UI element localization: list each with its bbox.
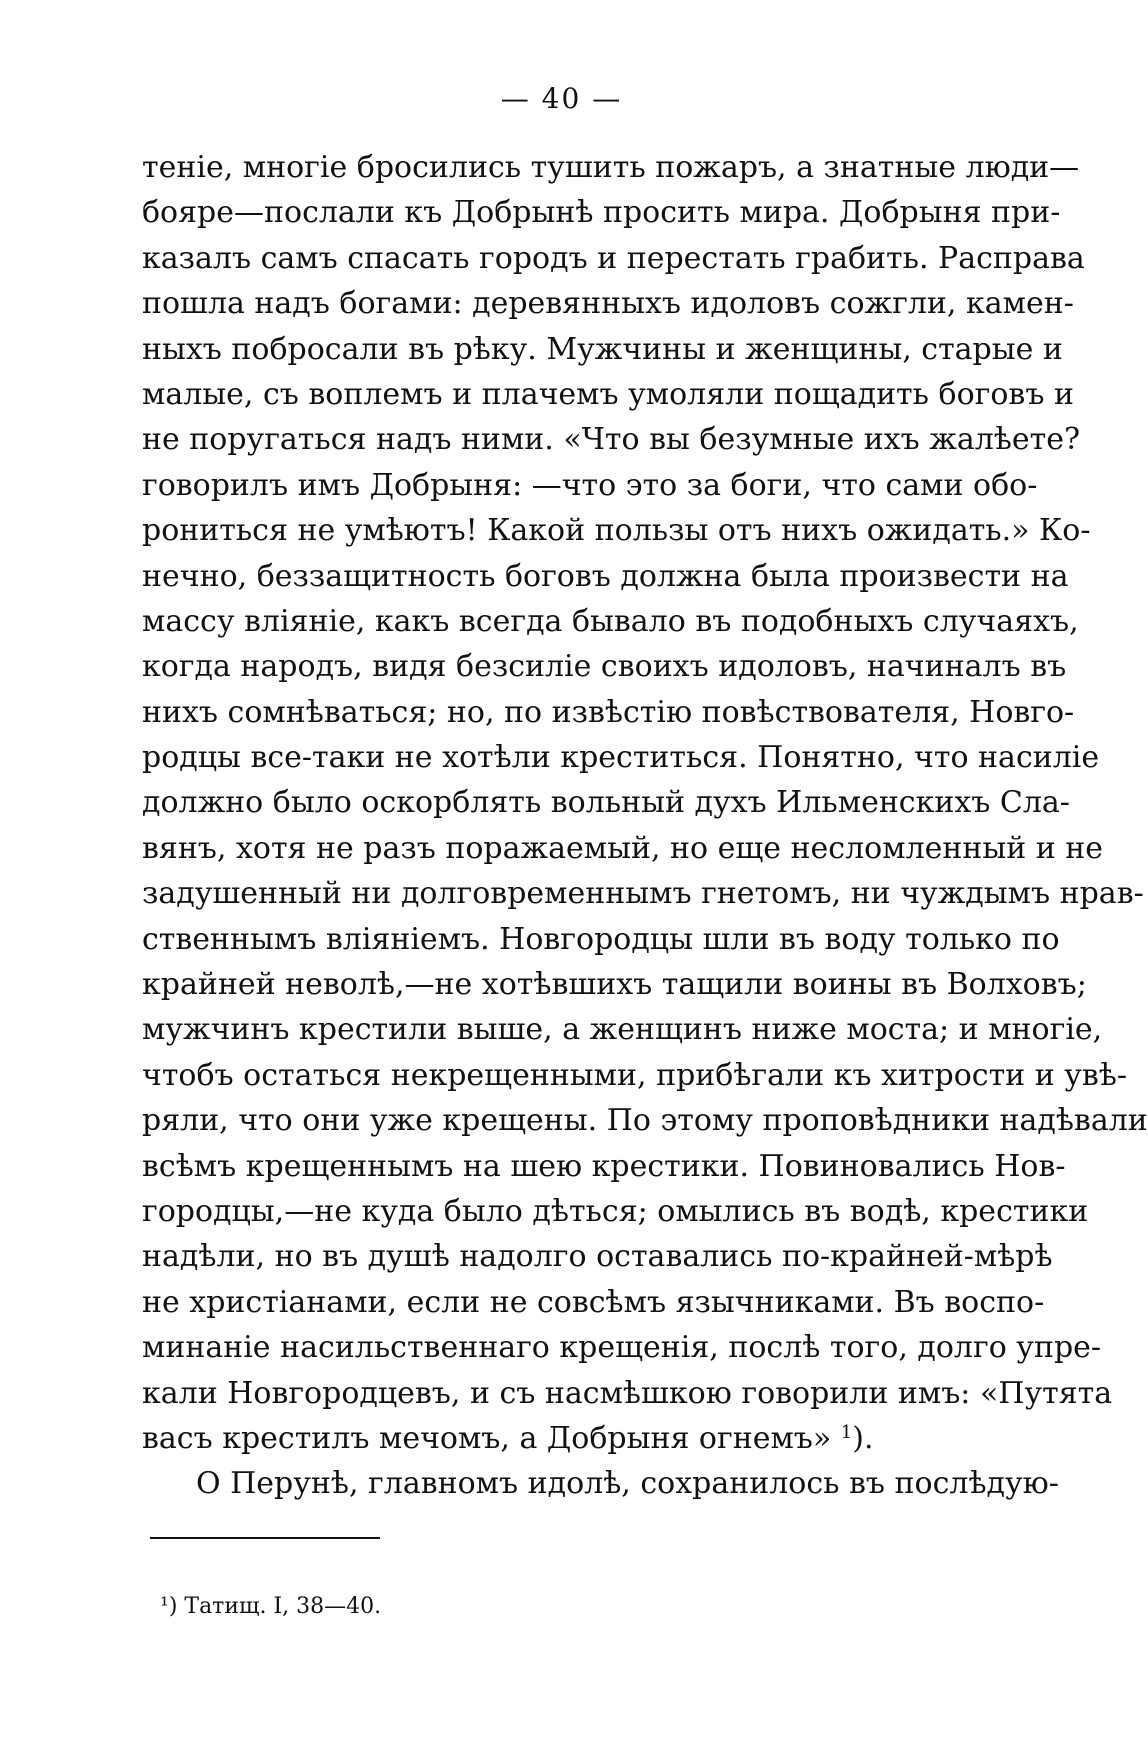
text-line: ряли, что они уже крещены. По этому проповѣдники надѣвали — [142, 1103, 1148, 1139]
line-text: васъ крестилъ мечомъ, а Добрыня огнемъ» — [142, 1420, 832, 1456]
paragraph-first-line: О Перунѣ, главномъ идолѣ, сохранилось въ послѣдую- — [196, 1466, 1059, 1502]
text-line: бояре—послали къ Добрынѣ просить мира. Добрыня при- — [142, 195, 1061, 231]
text-line-with-footnote-ref — [142, 1416, 984, 1461]
text-line: кали Новгородцевъ, и съ насмѣшкою говорили имъ: «Путята — [142, 1375, 1113, 1411]
line-tail: ). — [852, 1420, 874, 1456]
text-line: крайней неволѣ,—не хотѣвшихъ тащили воины въ Волховъ; — [142, 967, 1087, 1003]
text-line: должно было оскорблять вольный духъ Ильменскихъ Сла- — [142, 785, 1070, 821]
text-line: пошла надъ богами: деревянныхъ идоловъ сожгли, камен- — [142, 286, 1074, 322]
text-line: когда народъ, видя безсиліе своихъ идоловъ, начиналъ въ — [142, 649, 1067, 685]
text-line: говорилъ имъ Добрыня: —что это за боги, что сами обо- — [142, 467, 1038, 503]
text-line: надѣли, но въ душѣ надолго оставались по-крайней-мѣрѣ — [142, 1239, 1053, 1275]
text-line: ственнымъ вліяніемъ. Новгородцы шли въ воду только по — [142, 921, 1060, 957]
text-line: нихъ сомнѣваться; но, по извѣстію повѣствователя, Новго- — [142, 694, 1075, 730]
text-line: теніе, многіе бросились тушить пожаръ, а знатные люди— — [142, 150, 1080, 185]
text-line: чтобъ остаться некрещенными, прибѣгали къ хитрости и увѣ- — [142, 1057, 1128, 1093]
text-line: не христіанами, если не совсѣмъ язычниками. Въ воспо- — [142, 1284, 1045, 1320]
text-line: казалъ самъ спасать городъ и перестать грабить. Расправа — [142, 240, 1085, 276]
text-line: рониться не умѣютъ! Какой пользы отъ нихъ ожидать.» Ко- — [142, 513, 1091, 549]
body-text — [142, 145, 1148, 1507]
text-line: нечно, беззащитность боговъ должна была произвести на — [142, 558, 1069, 594]
text-line: ныхъ побросали въ рѣку. Мужчины и женщины, старые и — [142, 331, 1063, 367]
text-line: малые, съ воплемъ и плачемъ умоляли пощадить боговъ и — [142, 376, 1074, 412]
footnote-reference: 1 — [840, 1421, 853, 1443]
page-number: — 40 — — [500, 82, 623, 115]
text-line: родцы все-таки не хотѣли креститься. Понятно, что насиліе — [142, 740, 1100, 776]
footnote: ¹) Татищ. I, 38—40. — [160, 1594, 382, 1619]
text-line: массу вліяніе, какъ всегда бывало въ подобныхъ случаяхъ, — [142, 603, 1079, 639]
footnote-divider — [150, 1537, 380, 1539]
text-line: не поругаться надъ ними. «Что вы безумные ихъ жалѣете? — [142, 422, 1081, 458]
text-line: городцы,—не куда было дѣться; омылись въ водѣ, крестики — [142, 1193, 1089, 1229]
text-line: вянъ, хотя не разъ поражаемый, но еще несломленный и не — [142, 830, 1104, 866]
text-line: мужчинъ крестили выше, а женщинъ ниже моста; и многіе, — [142, 1012, 1103, 1048]
text-line: всѣмъ крещеннымъ на шею крестики. Повиновались Нов- — [142, 1148, 1066, 1184]
text-line: задушенный ни долговременнымъ гнетомъ, ни чуждымъ нрав- — [142, 876, 1144, 912]
text-line: минаніе насильственнаго крещенія, послѣ того, долго упре- — [142, 1330, 1102, 1366]
